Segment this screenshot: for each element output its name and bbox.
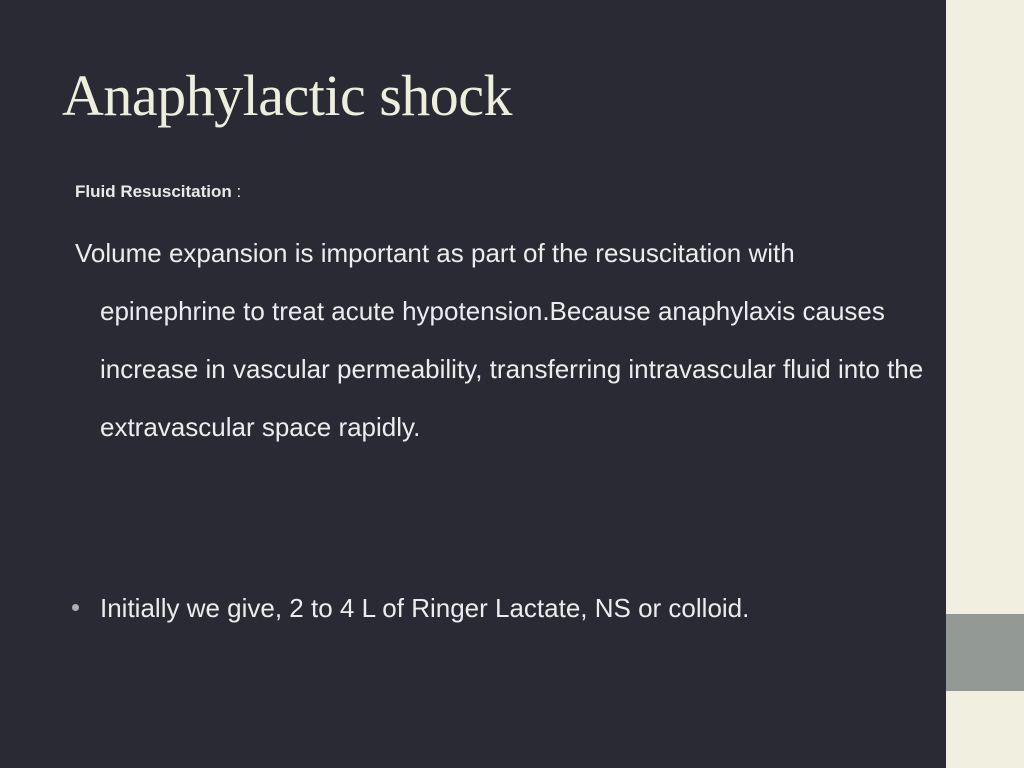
bullet-item	[72, 588, 749, 628]
slide-title: Anaphylactic shock	[62, 63, 513, 128]
bullet-dot-icon	[72, 604, 79, 611]
body-paragraph: Volume expansion is important as part of the resuscitation with epinephrine to treat acute hypotension.Because anaphylaxis causes increase in vascular permeability, transferring intravascular fluid into the extravascular space rapidly.	[75, 238, 924, 442]
bullet-text: Initially we give, 2 to 4 L of Ringer Lactate, NS or colloid.	[100, 593, 750, 623]
side-decor-accent	[946, 614, 1024, 691]
subheading	[75, 182, 241, 202]
subheading-colon: :	[231, 182, 242, 201]
subheading-label: Fluid Resuscitation	[75, 182, 232, 201]
